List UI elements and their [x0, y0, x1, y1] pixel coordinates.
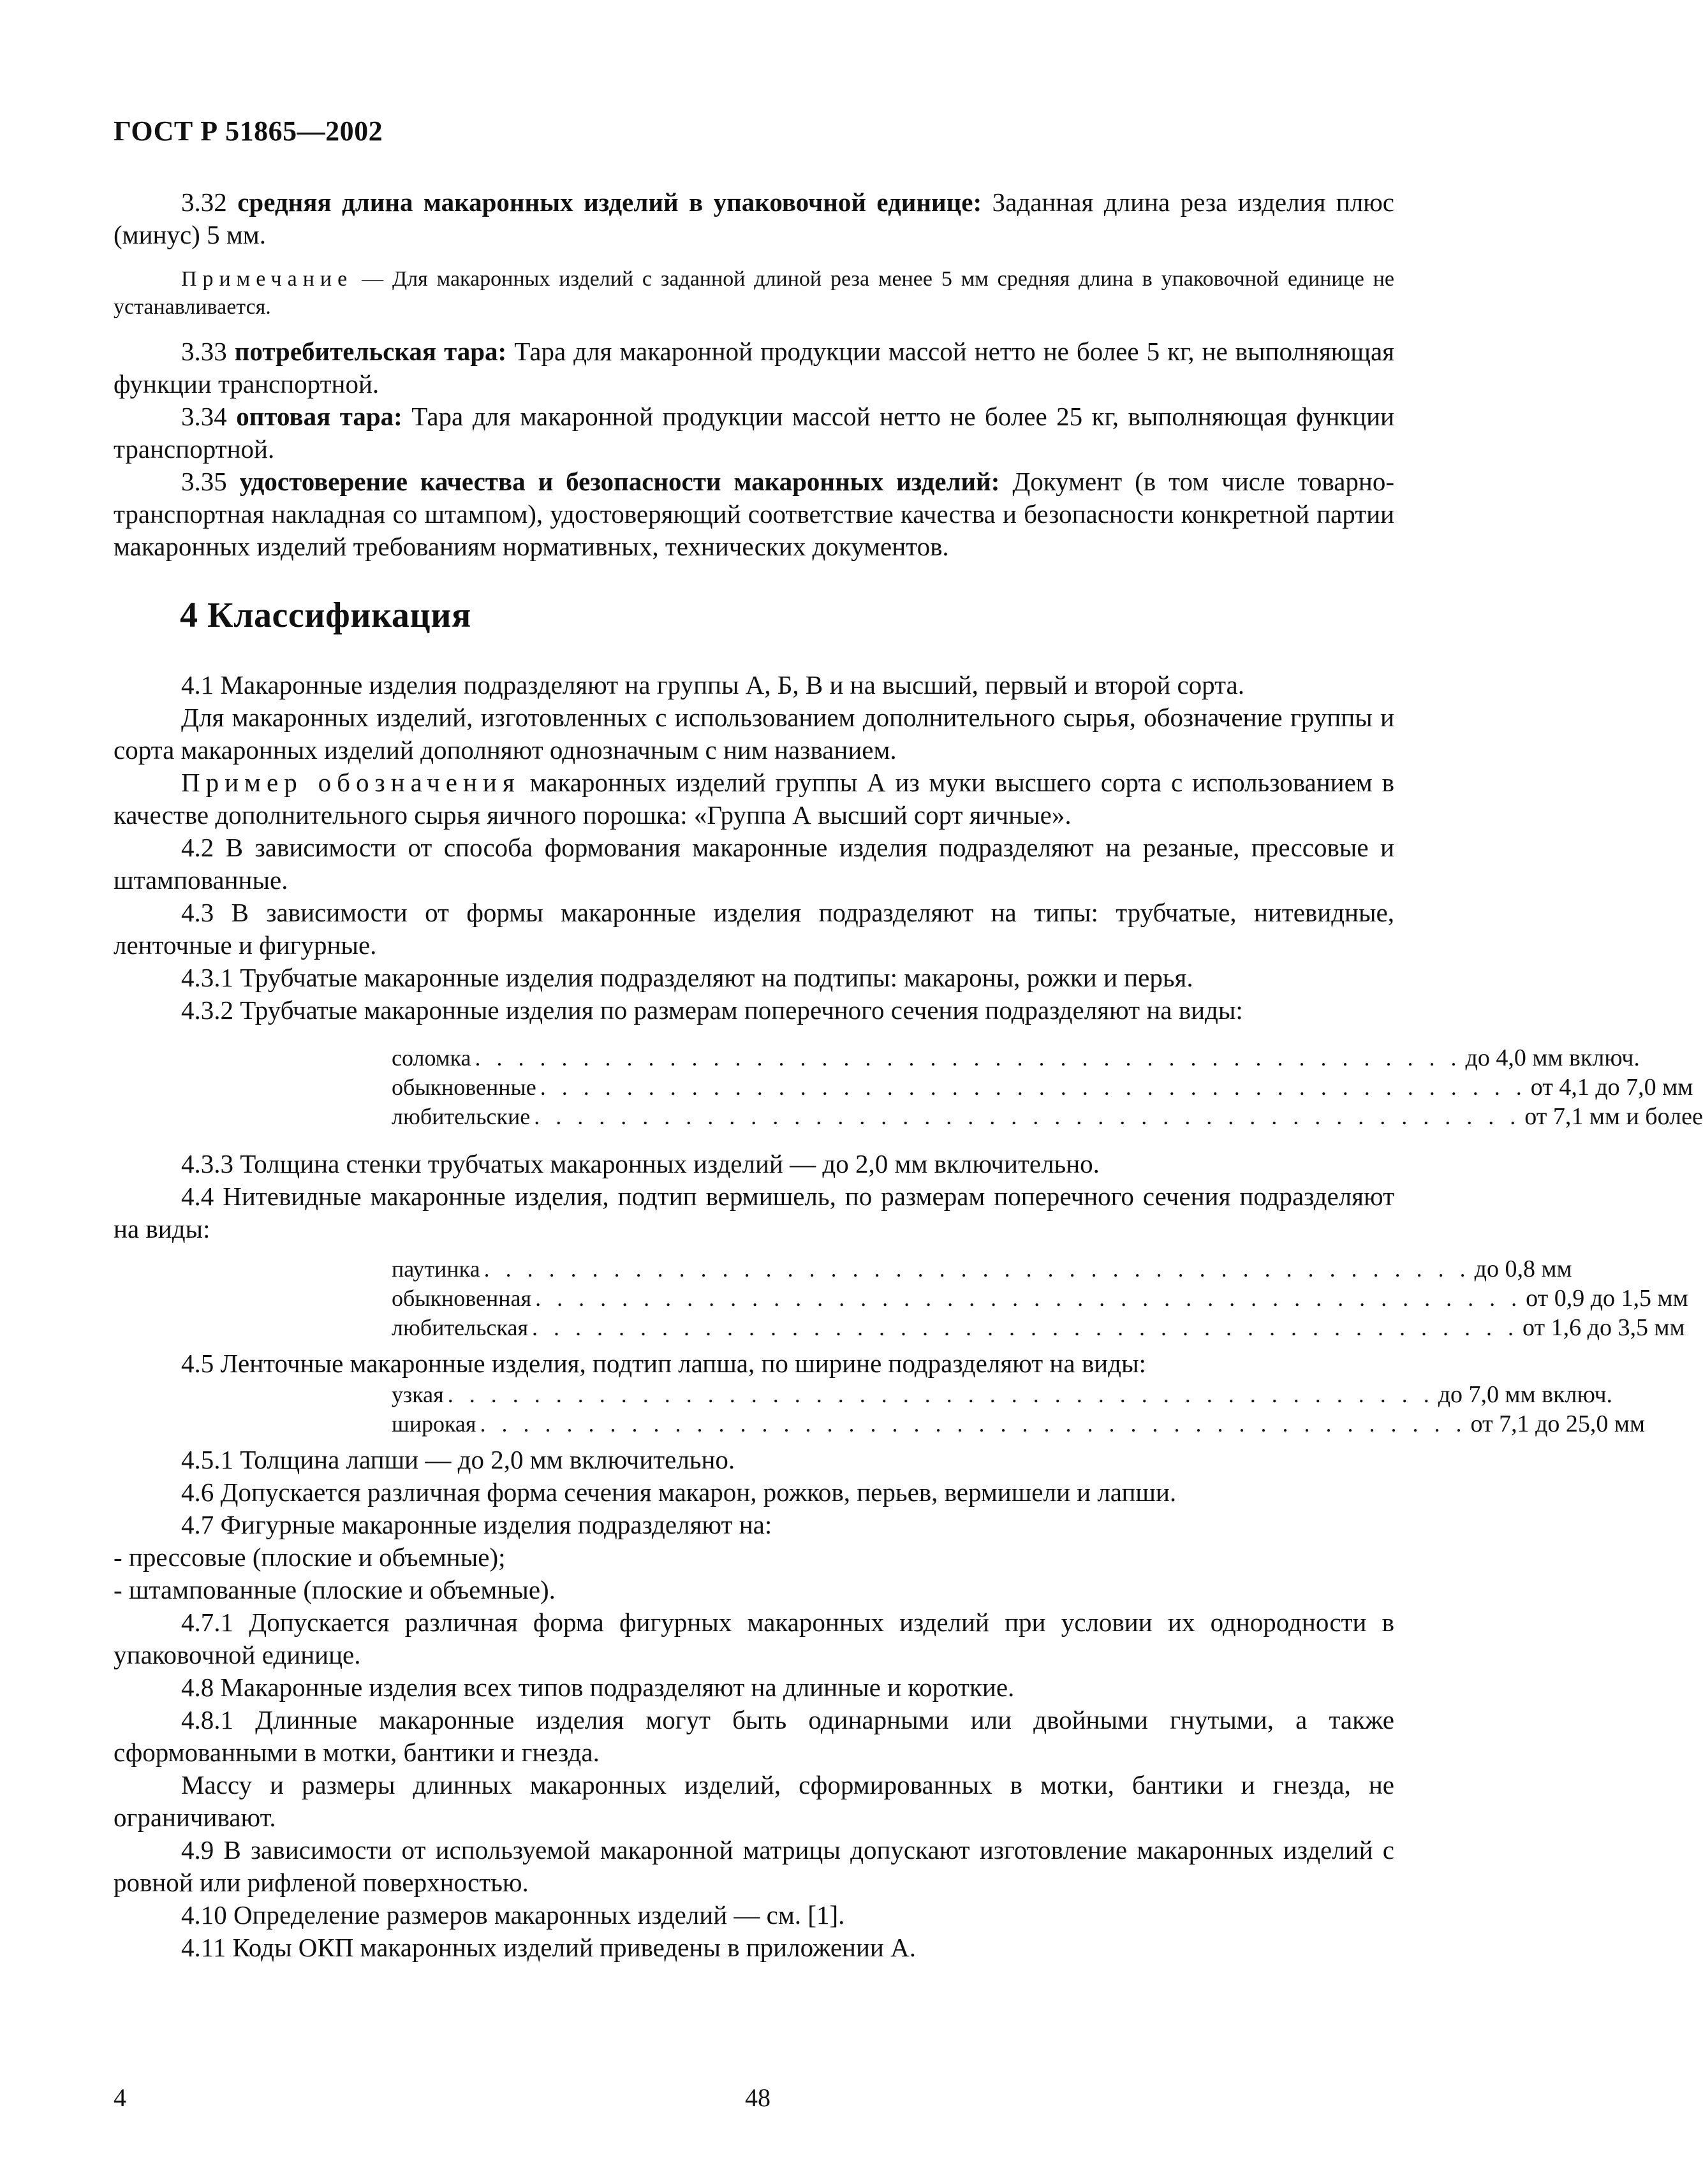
paragraph-4-1-cont: Для макаронных изделий, изготовленных с использованием дополнительного сырья, обозначение группы и сорта макаронных изделий дополняют однозначным с ним названием. [114, 703, 1394, 765]
kind-size: до 0,8 мм [1474, 1256, 1572, 1282]
list-item [392, 1254, 1572, 1284]
list-item [392, 1409, 1646, 1439]
definition-3-33 [114, 335, 1394, 400]
definition-number: 3.35 [181, 467, 240, 496]
note [114, 265, 1394, 321]
paragraph-4-3-1: 4.3.1 Трубчатые макаронные изделия подразделяют на подтипы: макароны, рожки и перья. [181, 963, 1193, 992]
definition-term: потребительская тара: [234, 337, 507, 366]
paragraph-4-5-1: 4.5.1 Толщина лапши — до 2,0 мм включительно. [181, 1445, 735, 1474]
paragraph-4-2: 4.2 В зависимости от способа формования макаронные изделия подразделяют на резаные, прессовые и штампованные. [114, 833, 1394, 895]
note-text: — Для макаронных изделий с заданной длиной реза менее 5 мм средняя длина в упаковочной единице не устанавливается. [114, 267, 1394, 319]
dot-leader: . . . . . . . . . . . . . . . . . . . . . . . . . . . . . . . . . . . . . . . . . . . . . . [535, 1286, 1522, 1311]
paragraph-4-7-1: 4.7.1 Допускается различная форма фигурных макаронных изделий при условии их однородности в упаковочной единице. [114, 1608, 1394, 1669]
kind-name: любительская [392, 1315, 528, 1340]
kind-size: до 7,0 мм включ. [1438, 1381, 1613, 1408]
dot-leader: . . . . . . . . . . . . . . . . . . . . . . . . . . . . . . . . . . . . . . . . . . . . . . [534, 1104, 1521, 1129]
kind-name: обыкновенная [392, 1286, 532, 1311]
list-item [392, 1043, 1640, 1073]
kind-name: паутинка [392, 1256, 480, 1282]
paragraph-4-1: 4.1 Макаронные изделия подразделяют на группы А, Б, В и на высший, первый и второй сорта. [181, 670, 1244, 700]
page-number: 4 [114, 2083, 126, 2112]
paragraph-4-8-1-cont: Массу и размеры длинных макаронных изделий, сформированных в мотки, бантики и гнезда, не ограничивают. [114, 1770, 1394, 1832]
kind-size: до 4,0 мм включ. [1465, 1044, 1640, 1071]
list-item [392, 1313, 1685, 1342]
dot-leader: . . . . . . . . . . . . . . . . . . . . . . . . . . . . . . . . . . . . . . . . . . . . . . [475, 1045, 1462, 1071]
example-label: Пример обозначения [181, 768, 520, 797]
kind-size: от 0,9 до 1,5 мм [1526, 1285, 1688, 1312]
example-text: макаронных изделий группы А из муки высшего сорта с использованием в качестве дополнительного сырья яичного порошка: «Группа А высший сорт яичные». [114, 768, 1394, 830]
paragraph-4-3-2: 4.3.2 Трубчатые макаронные изделия по размерам поперечного сечения подразделяют на виды: [181, 995, 1243, 1025]
definition-term: оптовая тара: [236, 402, 402, 431]
document-header: ГОСТ Р 51865—2002 [114, 115, 383, 147]
list-item [392, 1102, 1703, 1131]
list-item [392, 1073, 1693, 1102]
kind-size: от 7,1 мм и более [1524, 1103, 1703, 1130]
definition-term: удостоверение качества и безопасности макаронных изделий: [239, 467, 1000, 496]
definition-text: Тара для макаронной продукции массой нетто не более 5 кг, не выполняющая функции транспортной. [114, 337, 1395, 399]
list-item [392, 1380, 1613, 1409]
tubular-kinds-list [392, 1043, 1703, 1131]
kind-name: соломка [392, 1045, 471, 1071]
paragraph-4-3: 4.3 В зависимости от формы макаронные изделия подразделяют на типы: трубчатые, нитевидные, ленточные и фигурные. [114, 898, 1394, 960]
page-content [114, 186, 1703, 1964]
sheet-number: 48 [745, 2083, 770, 2112]
dot-leader: . . . . . . . . . . . . . . . . . . . . . . . . . . . . . . . . . . . . . . . . . . . . . . [447, 1382, 1434, 1407]
paragraph-4-8: 4.8 Макаронные изделия всех типов подразделяют на длинные и короткие. [181, 1673, 1015, 1702]
paragraph-4-10: 4.10 Определение размеров макаронных изделий — см. [1]. [181, 1900, 845, 1930]
paragraph-4-6: 4.6 Допускается различная форма сечения макарон, рожков, перьев, вермишели и лапши. [181, 1477, 1177, 1507]
definition-3-32 [114, 186, 1394, 251]
paragraph-4-11: 4.11 Коды ОКП макаронных изделий приведены в приложении А. [181, 1933, 916, 1962]
kind-size: от 4,1 до 7,0 мм [1530, 1074, 1693, 1101]
dot-leader: . . . . . . . . . . . . . . . . . . . . . . . . . . . . . . . . . . . . . . . . . . . . . . [480, 1411, 1467, 1437]
paragraph-4-3-3: 4.3.3 Толщина стенки трубчатых макаронных изделий — до 2,0 мм включительно. [181, 1149, 1100, 1178]
definition-text: Заданная длина реза изделия плюс (минус) 5 мм. [114, 187, 1394, 249]
list-item-stamped: - штампованные (плоские и объемные). [114, 1575, 556, 1604]
list-item [392, 1284, 1688, 1313]
kind-name: узкая [392, 1382, 444, 1407]
example-paragraph [114, 766, 1394, 832]
dot-leader: . . . . . . . . . . . . . . . . . . . . . . . . . . . . . . . . . . . . . . . . . . . . . . [532, 1315, 1519, 1340]
kind-name: обыкновенные [392, 1074, 536, 1100]
kind-name: широкая [392, 1411, 476, 1437]
definition-term: средняя длина макаронных изделий в упаковочной единице: [237, 187, 982, 217]
definition-number: 3.33 [181, 337, 235, 366]
paragraph-4-4: 4.4 Нитевидные макаронные изделия, подтип вермишель, по размерам поперечного сечения подразделяют на виды: [114, 1182, 1394, 1243]
definition-text: Документ (в том числе товарно-транспортная накладная со штампом), удостоверяющий соответствие качества и безопасности конкретной партии макаронных изделий требованиям нормативных, технических документов. [114, 467, 1394, 561]
definition-number: 3.32 [181, 187, 238, 217]
noodle-kinds-list [392, 1380, 1646, 1439]
definition-3-34 [114, 400, 1394, 465]
definition-number: 3.34 [181, 402, 237, 431]
definition-3-35 [114, 465, 1394, 563]
paragraph-4-8-1: 4.8.1 Длинные макаронные изделия могут быть одинарными или двойными гнутыми, а также сформованными в мотки, бантики и гнезда. [114, 1705, 1394, 1767]
kind-size: от 7,1 до 25,0 мм [1470, 1411, 1646, 1437]
vermicelli-kinds-list [392, 1254, 1688, 1342]
definition-text: Тара для макаронной продукции массой нетто не более 25 кг, выполняющая функции транспортной. [114, 402, 1395, 464]
paragraph-4-5: 4.5 Ленточные макаронные изделия, подтип лапша, по ширине подразделяют на виды: [181, 1349, 1146, 1378]
dot-leader: . . . . . . . . . . . . . . . . . . . . . . . . . . . . . . . . . . . . . . . . . . . . . . [483, 1256, 1471, 1282]
dot-leader: . . . . . . . . . . . . . . . . . . . . . . . . . . . . . . . . . . . . . . . . . . . . . . [540, 1074, 1527, 1100]
paragraph-4-7: 4.7 Фигурные макаронные изделия подразделяют на: [181, 1510, 772, 1539]
paragraph-4-9: 4.9 В зависимости от используемой макаронной матрицы допускают изготовление макаронных изделий с ровной или рифленой поверхностью. [114, 1835, 1394, 1897]
kind-size: от 1,6 до 3,5 мм [1522, 1314, 1685, 1341]
note-label: Примечание [181, 267, 353, 291]
list-item-pressed: - прессовые (плоские и объемные); [114, 1543, 506, 1572]
section-title: 4 Классификация [180, 596, 471, 635]
kind-name: любительские [392, 1104, 531, 1129]
